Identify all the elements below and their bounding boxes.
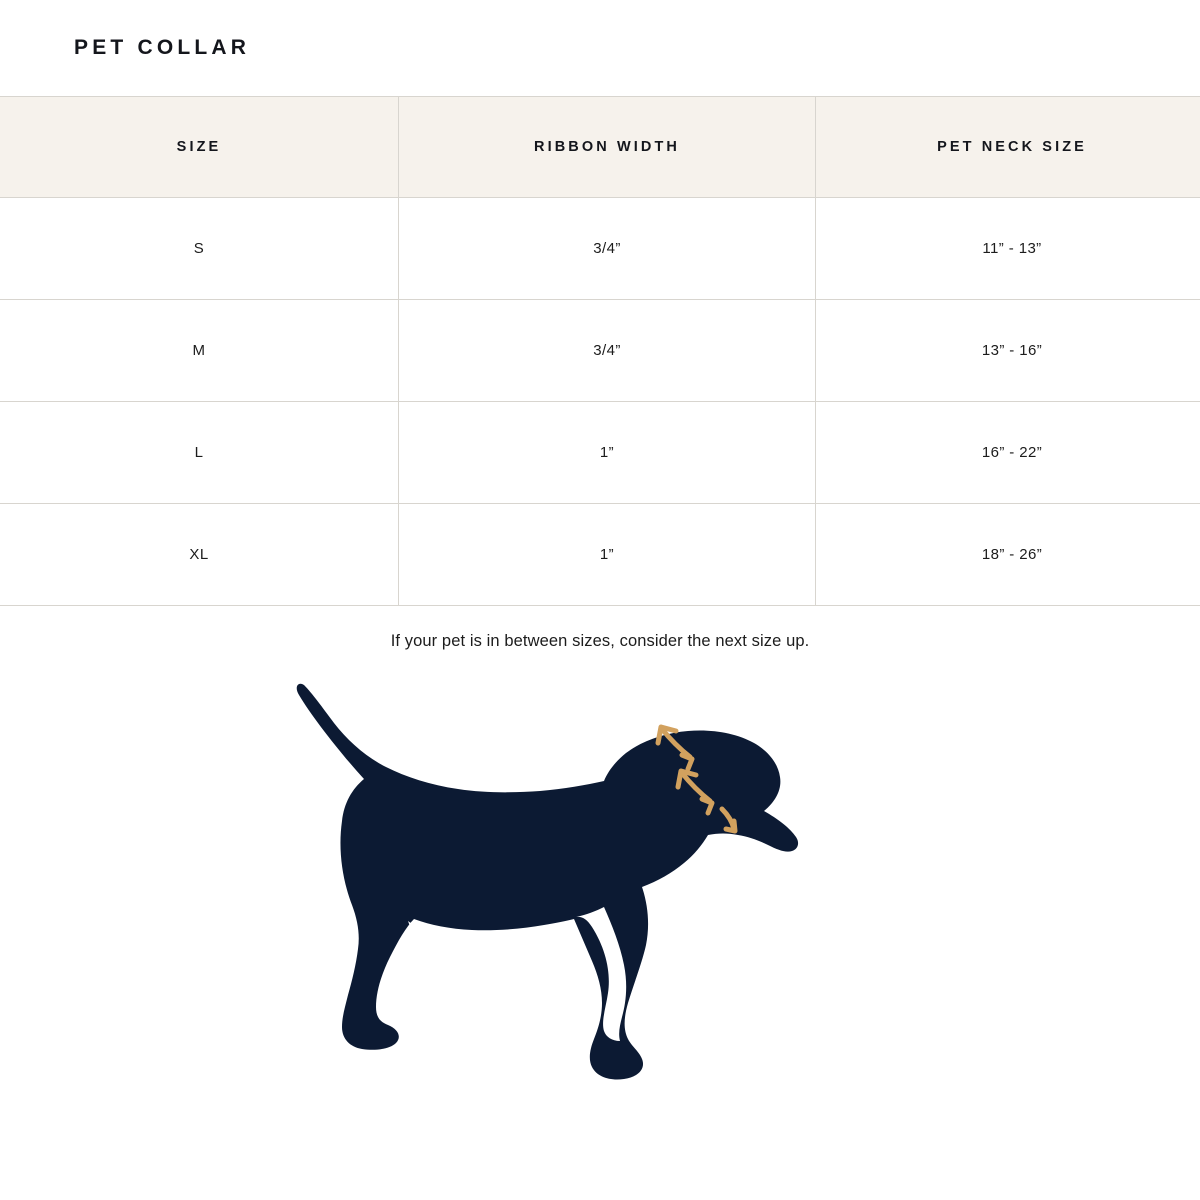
column-header-size: SIZE [0,97,399,198]
cell-size: L [0,402,399,504]
sizing-note: If your pet is in between sizes, consider the next size up. [390,632,810,650]
dog-rear-leg-notch [408,921,448,1038]
table-header [0,97,1200,198]
cell-neck-size: 16” - 22” [816,402,1200,504]
table-body [0,198,1200,606]
dog-illustration [290,673,910,1103]
title-bar [0,0,1200,96]
cell-neck-size: 18” - 26” [816,504,1200,606]
table-row [0,198,1200,300]
size-chart-table [0,96,1200,606]
cell-neck-size: 13” - 16” [816,300,1200,402]
column-header-pet-neck-size: PET NECK SIZE [816,97,1200,198]
cell-ribbon-width: 1” [399,402,816,504]
cell-ribbon-width: 1” [399,504,816,606]
table-row [0,504,1200,606]
table-row [0,402,1200,504]
cell-ribbon-width: 3/4” [399,300,816,402]
dog-silhouette-icon [297,684,798,1080]
column-header-ribbon-width: RIBBON WIDTH [399,97,816,198]
cell-size: XL [0,504,399,606]
page-title: PET COLLAR [74,36,251,59]
cell-neck-size: 11” - 13” [816,198,1200,300]
illustration-container [0,673,1200,1103]
table-row [0,300,1200,402]
cell-size: S [0,198,399,300]
cell-ribbon-width: 3/4” [399,198,816,300]
table-header-row [0,97,1200,198]
cell-size: M [0,300,399,402]
